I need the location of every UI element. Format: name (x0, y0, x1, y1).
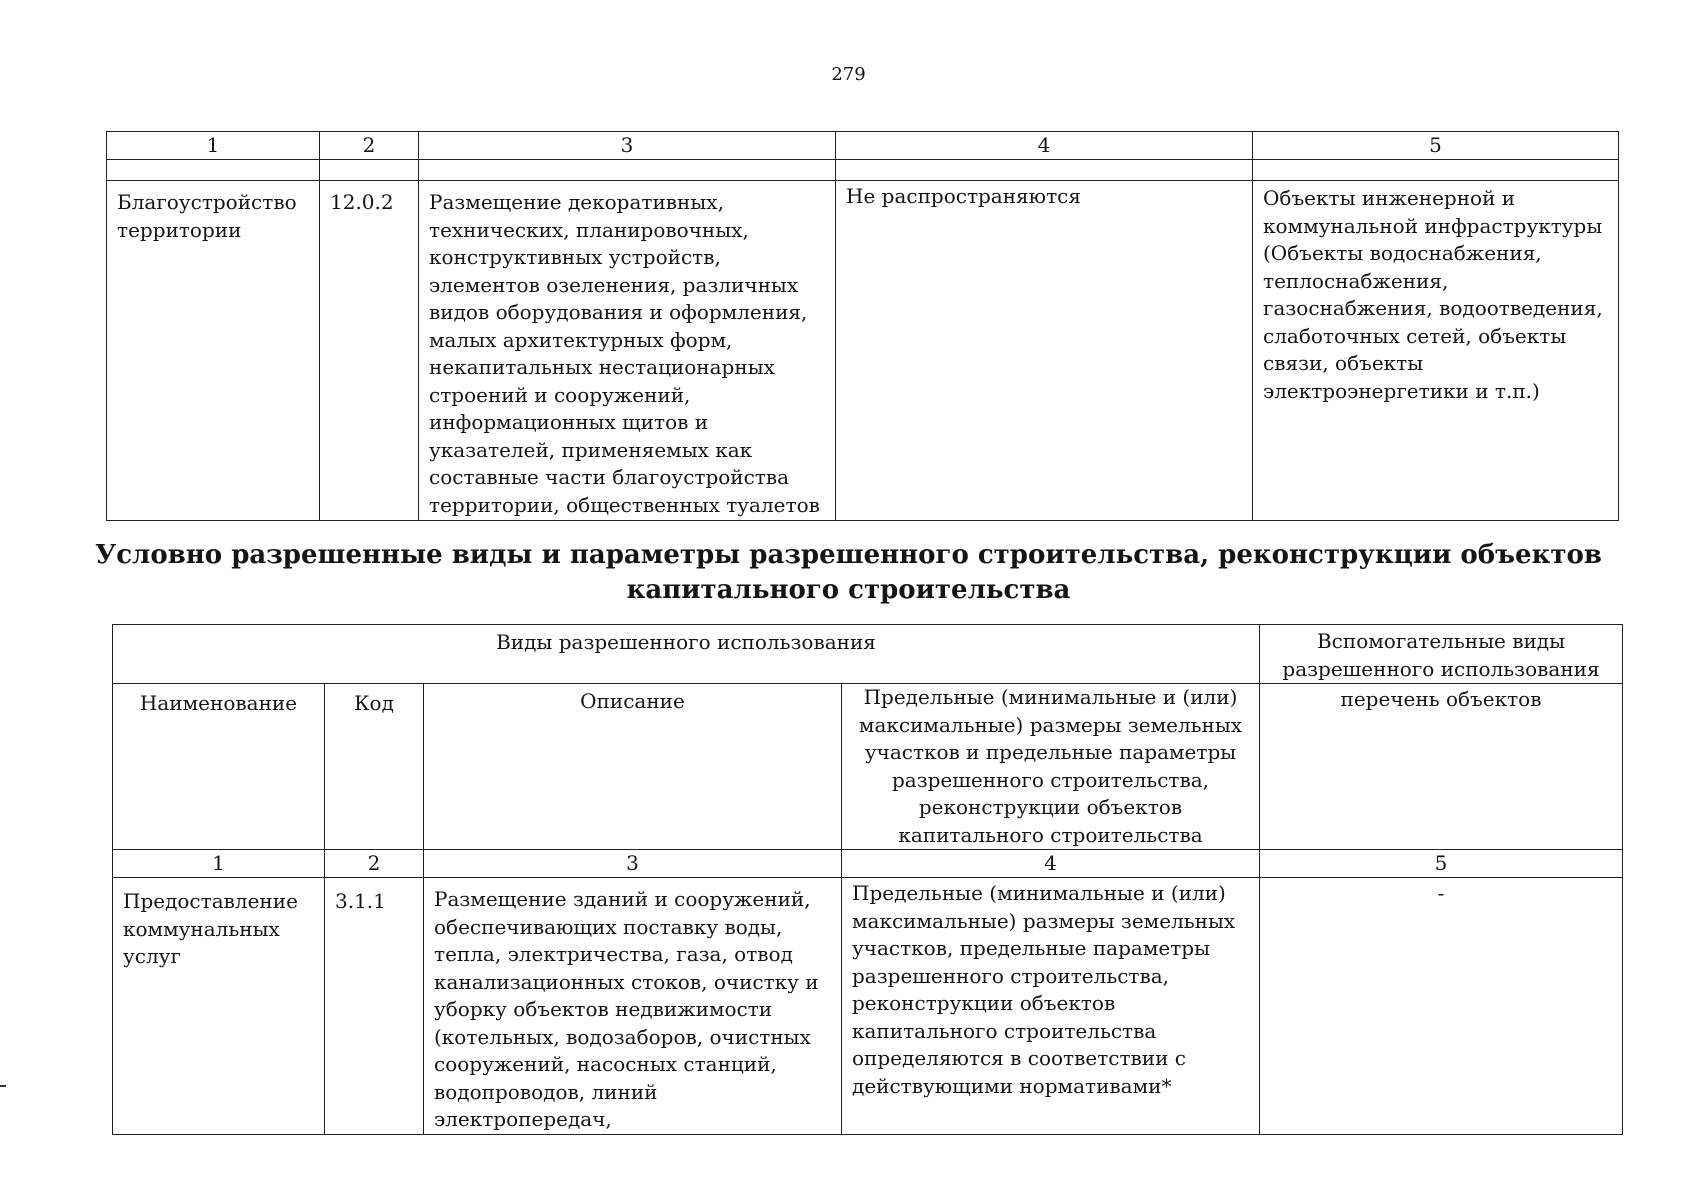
scan-edge-mark (0, 1085, 6, 1087)
use-code-cell: 3.1.1 (325, 878, 424, 1135)
auxiliary-header-cell: Вспомогательные виды разрешенного использования (1260, 625, 1623, 684)
description-header: Описание (424, 684, 842, 850)
column-number: 5 (1253, 132, 1619, 160)
limits-header: Предельные (минимальные и (или) максимальные) размеры земельных участков и предельные параметры разрешенного строительства, реконструкции объектов капитального строительства (842, 684, 1260, 850)
use-limits-cell: Предельные (минимальные и (или) максимальные) размеры земельных участков, предельные параметры разрешенного строительства, реконструкции объектов капитального строительства определяются в соответствии с действующими нормативами* (842, 878, 1260, 1135)
page-number: 279 (831, 64, 866, 85)
sub-header-row (113, 684, 1623, 850)
name-header: Наименование (113, 684, 325, 850)
table-row (107, 181, 1619, 521)
table-continued (106, 131, 1619, 521)
objects-header: перечень объектов (1260, 684, 1623, 850)
use-limits-cell: Не распространяются (836, 181, 1253, 521)
section-title-line: капитального строительства (626, 575, 1071, 605)
use-code-cell: 12.0.2 (320, 181, 419, 521)
column-number: 3 (419, 132, 836, 160)
use-name-cell: Благоустройство территории (107, 181, 320, 521)
column-number: 1 (113, 850, 325, 878)
column-number: 4 (842, 850, 1260, 878)
column-number: 5 (1260, 850, 1623, 878)
column-number-row (107, 132, 1619, 160)
column-number: 3 (424, 850, 842, 878)
empty-row (107, 160, 1619, 181)
column-number: 1 (107, 132, 320, 160)
section-title-line: Условно разрешенные виды и параметры разрешенного строительства, реконструкции объектов (95, 540, 1602, 570)
section-title (0, 538, 1697, 608)
conditional-uses-table (112, 624, 1623, 1135)
auxiliary-uses-cell: - (1260, 878, 1623, 1135)
column-number-row (113, 850, 1623, 878)
use-name-cell: Предоставление коммунальных услуг (113, 878, 325, 1135)
main-header-cell: Виды разрешенного использования (113, 625, 1260, 684)
table-header-row (113, 625, 1623, 684)
column-number: 4 (836, 132, 1253, 160)
use-description-cell: Размещение зданий и сооружений, обеспечивающих поставку воды, тепла, электричества, газа, отвод канализационных стоков, очистку и уборку объектов недвижимости (котельных, водозаборов, очистных сооружений, насосных станций, водопроводов, линий электропередач, (424, 878, 842, 1135)
use-description-cell: Размещение декоративных, технических, планировочных, конструктивных устройств, элементов озеленения, различных видов оборудования и оформления, малых архитектурных форм, некапитальных нестационарных строений и сооружений, информационных щитов и указателей, применяемых как составные части благоустройства территории, общественных туалетов (419, 181, 836, 521)
code-header: Код (325, 684, 424, 850)
column-number: 2 (325, 850, 424, 878)
column-number: 2 (320, 132, 419, 160)
table-row (113, 878, 1623, 1135)
auxiliary-uses-cell: Объекты инженерной и коммунальной инфраструктуры (Объекты водоснабжения, теплоснабжения, газоснабжения, водоотведения, слаботочных сетей, объекты связи, объекты электроэнергетики и т.п.) (1253, 181, 1619, 521)
